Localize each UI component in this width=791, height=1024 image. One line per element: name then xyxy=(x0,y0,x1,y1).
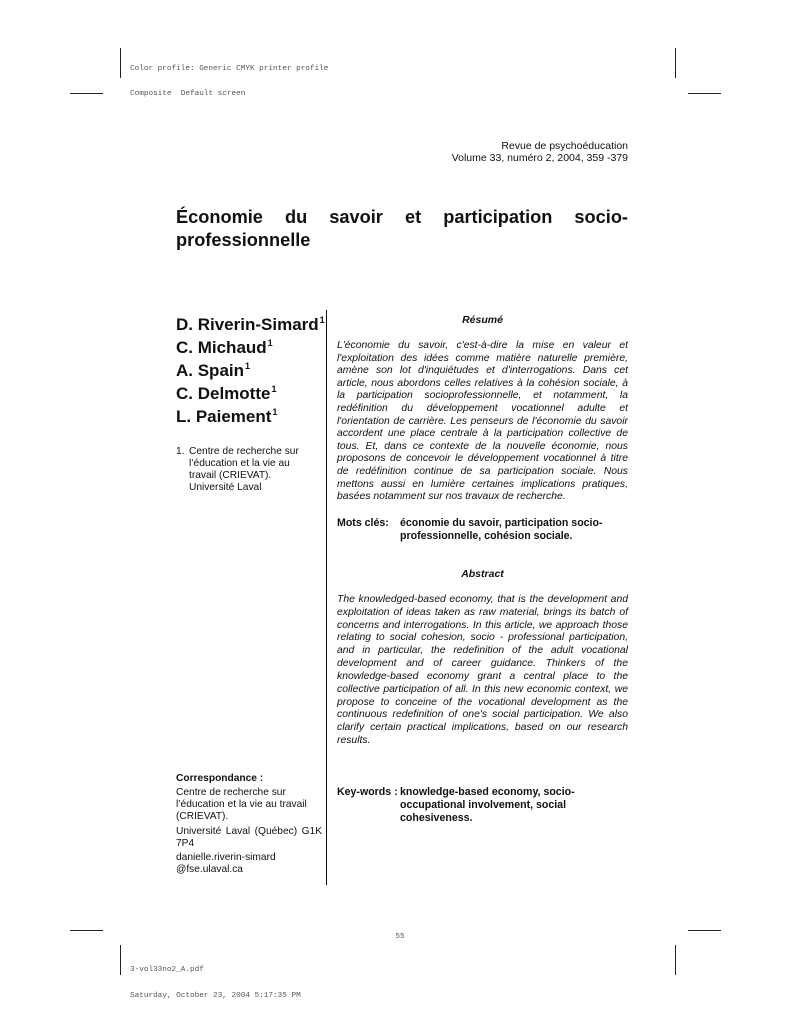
resume-line: de redéfinition continue de sa participation sociale. Nous xyxy=(337,465,628,477)
resume-line: accordent une place centrale à la participation collective de xyxy=(337,428,628,440)
author-name: C. Michaud xyxy=(176,338,267,357)
print-info-line: Composite Default screen xyxy=(130,90,246,98)
abstract-line: propose to conceine of the vocational development as the xyxy=(337,696,628,708)
crop-mark xyxy=(688,930,721,931)
journal-header xyxy=(452,140,628,164)
correspondance-line: (CRIEVAT). xyxy=(176,811,229,822)
mots-cles-line: professionnelle, cohésion sociale. xyxy=(400,530,573,542)
abstract-heading: Abstract xyxy=(461,568,504,580)
resume-line: la participation socioprofessionnelle, et notamment, la xyxy=(337,390,628,402)
page-number: 55 xyxy=(395,933,405,941)
correspondance-line: Centre de recherche sur xyxy=(176,787,286,798)
resume-line: amène son lot d'inquiétudes et d'interrogations. Dans cet xyxy=(337,365,628,377)
column-divider xyxy=(326,310,327,885)
mots-cles-values xyxy=(400,517,628,543)
author xyxy=(176,336,325,359)
abstract-line: results. xyxy=(337,734,371,746)
resume-line: l'orientation de carrière. Les penseurs de l'économie du savoir xyxy=(337,415,628,427)
keywords-label: Key-words : xyxy=(337,786,398,798)
author-name: A. Spain xyxy=(176,361,245,380)
abstract-line: relating to social cohesion, socio - professional participation, xyxy=(337,632,628,644)
crop-mark xyxy=(675,945,676,975)
author-affiliation-marker: 1 xyxy=(245,361,251,371)
affiliation-text xyxy=(189,446,316,494)
resume-line: article, nous abordons celles relatives à la cohésion sociale, à xyxy=(337,377,628,389)
keywords xyxy=(337,786,628,825)
crop-mark xyxy=(70,930,103,931)
correspondance-institution xyxy=(176,826,322,850)
author-name: L. Paiement xyxy=(176,407,272,426)
abstract-line: The knowledged-based economy, that is the development and xyxy=(337,594,628,605)
author-name: D. Riverin-Simard xyxy=(176,315,319,334)
author xyxy=(176,359,325,382)
resume-line: L'économie du savoir, c'est-à-dire la mise en valeur et xyxy=(337,340,628,351)
correspondance-line: @fse.ulaval.ca xyxy=(176,864,243,875)
print-info-line: Saturday, October 23, 2004 5:17:35 PM xyxy=(130,991,301,1000)
resume-line: proposons de concevoir le développement vocationnel à titre xyxy=(337,453,628,465)
issue-info: Volume 33, numéro 2, 2004, 359 -379 xyxy=(451,152,628,164)
resume-paragraph xyxy=(337,340,628,504)
author xyxy=(176,405,325,428)
abstract-line: continuous redefinition of one's social participation. We also xyxy=(337,709,628,721)
crop-mark xyxy=(688,93,721,94)
resume-line: mettons aussi en lumière certaines implications pratiques, xyxy=(337,478,628,490)
author xyxy=(176,313,325,336)
author xyxy=(176,382,325,405)
resume-line: l'exploitation des idées comme matière naturelle première, xyxy=(337,352,628,364)
abstract-paragraph xyxy=(337,594,628,748)
journal-name: Revue de psychoéducation xyxy=(501,140,628,152)
affiliation-line: Université Laval xyxy=(189,482,262,493)
affiliation-note xyxy=(176,446,316,494)
author-affiliation-marker: 1 xyxy=(272,407,278,417)
print-info-bottom xyxy=(130,949,301,1009)
correspondance-heading: Correspondance : xyxy=(176,773,264,784)
author-affiliation-marker: 1 xyxy=(271,384,277,394)
abstract-line: clarify certain practical implications, based on our research xyxy=(337,722,628,734)
affiliation-line: Centre de recherche sur xyxy=(189,446,299,457)
correspondance-line: l’éducation et la vie au travail xyxy=(176,799,307,810)
mots-cles-line: économie du savoir, participation socio- xyxy=(400,517,603,529)
affiliation-line: l’éducation et la vie au xyxy=(189,458,290,469)
crop-mark xyxy=(675,48,676,78)
correspondance xyxy=(176,772,322,876)
keywords-line: occupational involvement, social xyxy=(400,799,567,811)
crop-mark xyxy=(120,945,121,975)
resume-line: redéfinition du développement vocationnel adulte et xyxy=(337,402,628,414)
resume-heading: Résumé xyxy=(462,314,503,326)
abstract-line: concerns and interrogations. In this article, we approach those xyxy=(337,619,628,631)
correspondance-address xyxy=(176,787,322,823)
mots-cles xyxy=(337,517,628,543)
abstract-line: exploitation of ideas taken as raw material, brings its batch of xyxy=(337,606,628,618)
affiliation-marker: 1. xyxy=(176,446,185,457)
author-list xyxy=(176,313,325,428)
print-info-line: Color profile: Generic CMYK printer profile xyxy=(130,64,329,73)
affiliation-line: travail (CRIEVAT). xyxy=(189,470,272,481)
title-line: professionnelle xyxy=(176,230,311,250)
keywords-line: cohesiveness. xyxy=(400,812,473,824)
crop-mark xyxy=(120,48,121,78)
title-line: Économie du savoir et participation socio- xyxy=(176,207,628,227)
correspondance-line: 7P4 xyxy=(176,838,195,849)
abstract-line: collective participation of all. In this new economic context, we xyxy=(337,683,628,695)
resume-line: tous. Et, dans ce contexte de la nouvelle économie, nous xyxy=(337,440,628,452)
abstract-line: knowledge-based economy grant a central place to the xyxy=(337,670,628,682)
author-affiliation-marker: 1 xyxy=(319,315,325,325)
author-affiliation-marker: 1 xyxy=(267,338,273,348)
print-info-top xyxy=(130,48,328,108)
correspondance-line: Université Laval (Québec) G1K xyxy=(176,826,322,837)
correspondance-line: danielle.riverin-simard xyxy=(176,852,276,863)
abstract-line: development and of career guidance. Thinkers of the xyxy=(337,658,628,670)
crop-mark xyxy=(70,93,103,94)
keywords-line: knowledge-based economy, socio- xyxy=(400,786,575,798)
print-info-line: 3-vol33no2_A.pdf xyxy=(130,966,204,974)
keywords-values xyxy=(400,786,628,825)
resume-line: basées notamment sur nos travaux de recherche. xyxy=(337,491,566,503)
author-name: C. Delmotte xyxy=(176,384,271,403)
correspondance-email xyxy=(176,852,322,876)
mots-cles-label: Mots clés: xyxy=(337,517,389,529)
article-title xyxy=(176,206,628,252)
abstract-line: and in particular, the redefinition of the adult vocational xyxy=(337,645,628,657)
